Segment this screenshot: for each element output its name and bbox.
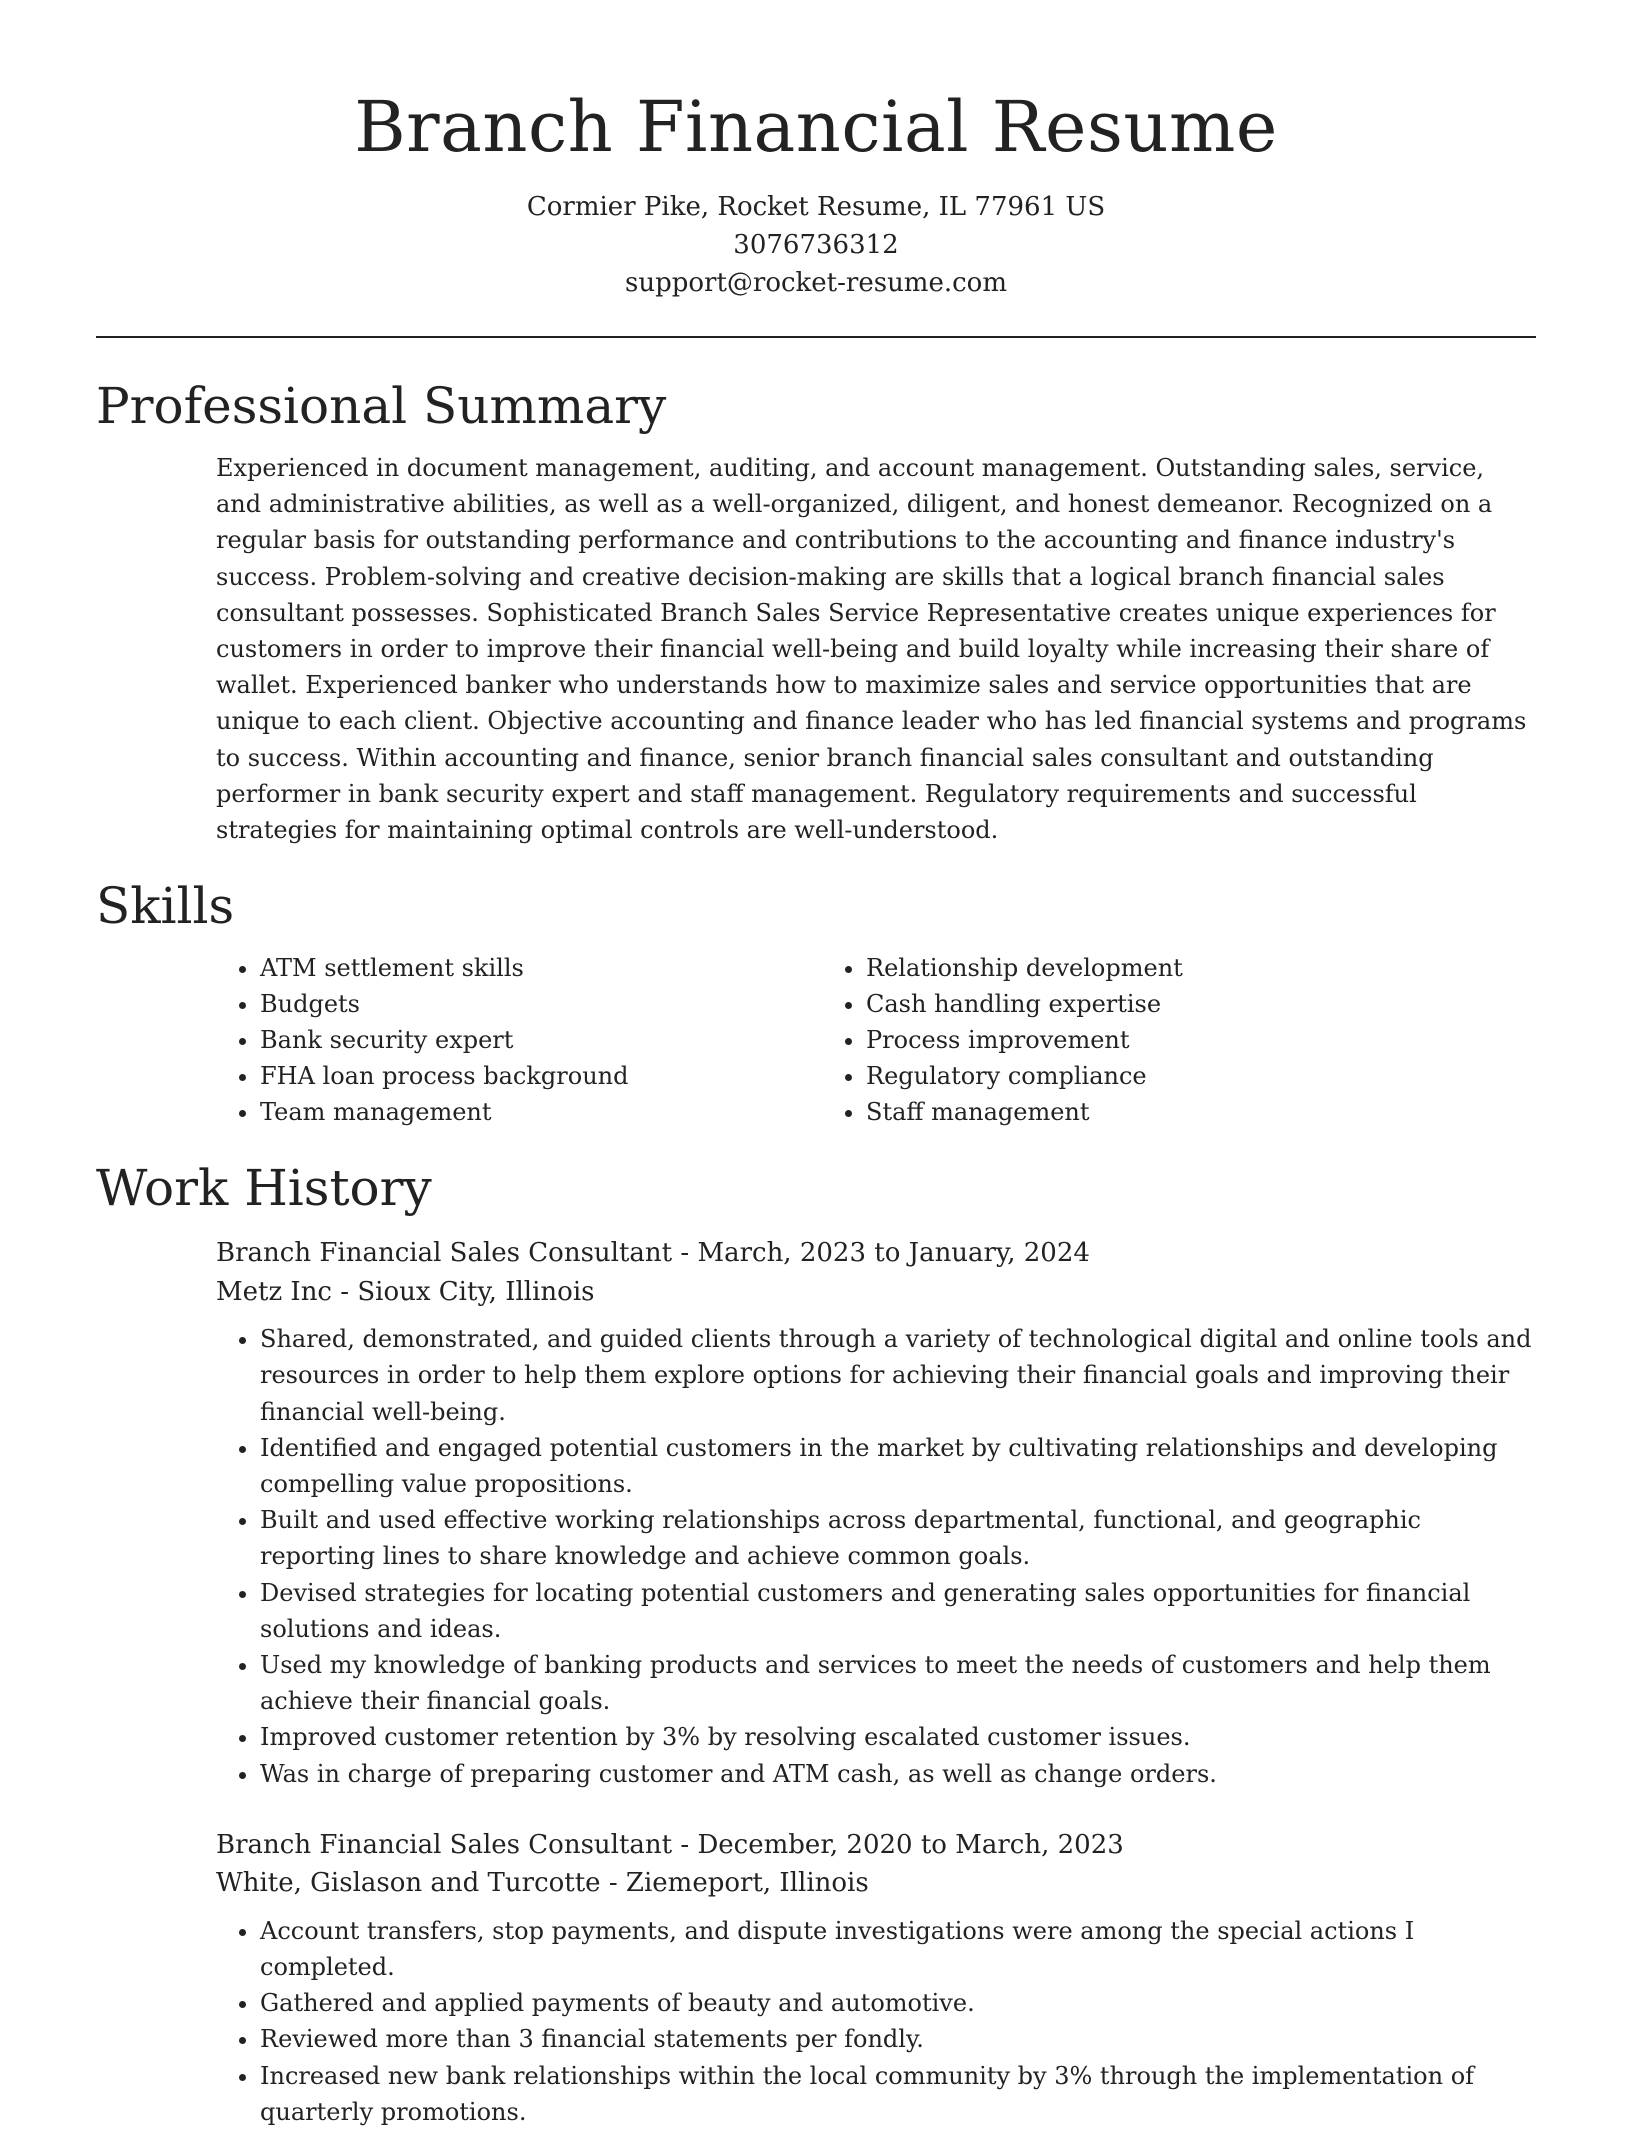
skill-item: • Staff management bbox=[866, 1094, 1428, 1130]
work-history-heading: Work History bbox=[96, 1159, 432, 1218]
job-bullet: • Gathered and applied payments of beauty and automotive. bbox=[260, 1985, 1536, 2021]
skill-item: • Budgets bbox=[260, 986, 822, 1022]
job-bullets bbox=[216, 1321, 1536, 1792]
job-bullet: • Built and used effective working relationships across departmental, functional, and geographic reporting lines to share knowledge and achieve common goals. bbox=[260, 1502, 1536, 1574]
skill-item: • Team management bbox=[260, 1094, 822, 1130]
skill-item: • Process improvement bbox=[866, 1022, 1428, 1058]
job-company-line: White, Gislason and Turcotte - Ziemeport, Illinois bbox=[216, 1868, 869, 1899]
skills-heading: Skills bbox=[96, 877, 235, 936]
skills-list bbox=[216, 950, 1536, 1130]
job-bullet: • Reviewed more than 3 financial statements per fondly. bbox=[260, 2021, 1536, 2057]
job-bullet: • Was in charge of preparing customer and ATM cash, as well as change orders. bbox=[260, 1756, 1536, 1792]
resume-header bbox=[96, 0, 1536, 302]
summary-heading: Professional Summary bbox=[96, 377, 667, 435]
job-company: Metz Inc bbox=[216, 1276, 332, 1307]
job-bullet: • Shared, demonstrated, and guided clients through a variety of technological digital and online tools and resources in order to help them explore options for achieving their financial goals and improving their financial well-being. bbox=[260, 1321, 1536, 1430]
job-location: Ziemeport, Illinois bbox=[625, 1868, 869, 1899]
job-dates: March, 2023 to January, 2024 bbox=[697, 1238, 1090, 1269]
job-company-line: Metz Inc - Sioux City, Illinois bbox=[216, 1276, 595, 1307]
skill-item: • FHA loan process background bbox=[260, 1058, 822, 1094]
header-divider bbox=[96, 336, 1536, 338]
skills-column-right bbox=[822, 950, 1428, 1130]
job-title-line: Branch Financial Sales Consultant - December, 2020 to March, 2023 bbox=[216, 1829, 1124, 1860]
summary-paragraph: Experienced in document management, auditing, and account management. Outstanding sales, service, and administrative abilities, as well as a well-organized, diligent, and honest demeanor. Recognized on a regular basis for outstanding performance and contributions to the accounting and finance industry's success. Problem-solving and creative decision-making are skills that a logical branch financial sales consultant possesses. Sophisticated Branch Sales Service Representative creates unique experiences for customers in order to improve their financial well-being and build loyalty while increasing their share of wallet. Experienced banker who understands how to maximize sales and service opportunities that are unique to each client. Objective accounting and finance leader who has led financial systems and programs to success. Within accounting and finance, senior branch financial sales consultant and outstanding performer in bank security expert and staff management. Regulatory requirements and successful strategies for maintaining optimal controls are well-understood. bbox=[216, 454, 1527, 845]
job-position: Branch Financial Sales Consultant bbox=[216, 1238, 673, 1269]
job-bullet: • Identified and engaged potential customers in the market by cultivating relationships and developing compelling value propositions. bbox=[260, 1430, 1536, 1502]
job-bullet: • Increased new bank relationships within the local community by 3% through the implementation of quarterly promotions. bbox=[260, 2058, 1536, 2130]
job-bullet: • Improved customer retention by 3% by resolving escalated customer issues. bbox=[260, 1719, 1536, 1755]
skill-item: • Regulatory compliance bbox=[866, 1058, 1428, 1094]
job-entry bbox=[216, 1234, 1536, 1792]
job-entry bbox=[216, 1826, 1536, 2130]
job-location: Sioux City, Illinois bbox=[357, 1276, 595, 1307]
job-bullet: • Devised strategies for locating potential customers and generating sales opportunities for financial solutions and ideas. bbox=[260, 1575, 1536, 1647]
resume-page bbox=[96, 0, 1536, 2130]
job-bullet: • Account transfers, stop payments, and dispute investigations were among the special actions I completed. bbox=[260, 1913, 1536, 1985]
contact-info bbox=[96, 188, 1536, 302]
phone-text: 3076736312 bbox=[733, 230, 899, 260]
job-company: White, Gislason and Turcotte bbox=[216, 1868, 601, 1899]
resume-title: Branch Financial Resume bbox=[354, 86, 1278, 168]
skill-item: • Cash handling expertise bbox=[866, 986, 1428, 1022]
job-bullets bbox=[216, 1913, 1536, 2130]
skill-item: • Bank security expert bbox=[260, 1022, 822, 1058]
job-title-line: Branch Financial Sales Consultant - March, 2023 to January, 2024 bbox=[216, 1238, 1090, 1269]
skills-column-left bbox=[216, 950, 822, 1130]
job-dates: December, 2020 to March, 2023 bbox=[697, 1829, 1124, 1860]
skill-item: • ATM settlement skills bbox=[260, 950, 822, 986]
address-text: Cormier Pike, Rocket Resume, IL 77961 US bbox=[526, 192, 1106, 222]
skill-item: • Relationship development bbox=[866, 950, 1428, 986]
job-position: Branch Financial Sales Consultant bbox=[216, 1829, 673, 1860]
email-text: support@rocket-resume.com bbox=[624, 268, 1007, 298]
job-bullet: • Used my knowledge of banking products and services to meet the needs of customers and help them achieve their financial goals. bbox=[260, 1647, 1536, 1719]
